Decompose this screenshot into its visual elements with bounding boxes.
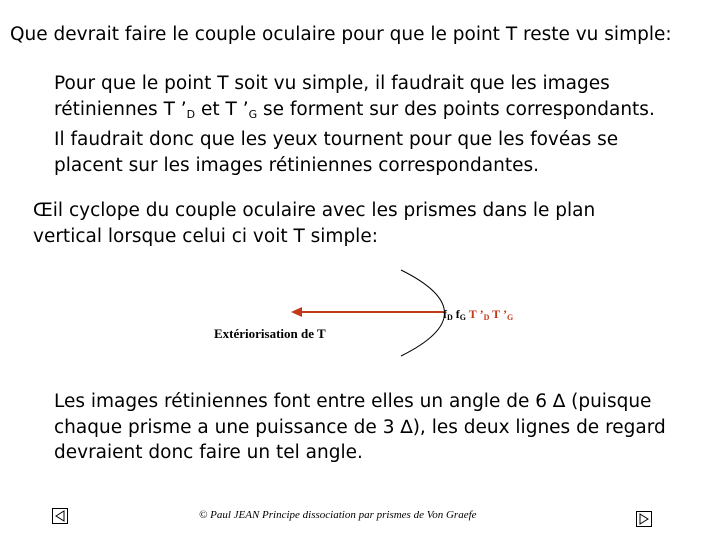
para3-line2: chaque prisme a une puissance de 3 ∆), les deux lignes de regard — [54, 416, 666, 438]
next-slide-button[interactable] — [636, 511, 652, 527]
fovea-g-sub: G — [459, 313, 467, 322]
triangle-left-icon — [53, 509, 67, 523]
image-g-sub: G — [506, 313, 514, 322]
para1-line1: Pour que le point T soit vu simple, il faudrait que les images — [54, 73, 610, 94]
paragraph-angle — [54, 389, 704, 466]
footer-credit: © Paul JEAN Principe dissociation par prismes de Von Graefe — [199, 509, 477, 521]
para3-line1: Les images rétiniennes font entre elles un angle de 6 ∆ (puisque — [54, 391, 652, 412]
para1-line3: Il faudrait donc que les yeux tournent pour que les fovéas se — [54, 129, 619, 150]
exteriorisation-arrow-head — [291, 307, 302, 317]
para2-line1: Œil cyclope du couple oculaire avec les prismes dans le plan — [33, 200, 596, 221]
previous-slide-button[interactable] — [52, 508, 68, 524]
para1-line4: placent sur les images rétiniennes correspondantes. — [54, 154, 539, 176]
para1-line2-part-a: rétiniennes T ’ — [54, 98, 187, 120]
fovea-d-label: f — [443, 307, 447, 321]
triangle-right-icon — [637, 512, 651, 526]
fovea-image-labels — [443, 307, 513, 322]
subscript-g: G — [248, 107, 258, 121]
fovea-g-label: f — [452, 307, 460, 321]
image-g-label: T ’ — [489, 307, 507, 321]
para3-line3: devraient donc faire un tel angle. — [54, 442, 363, 463]
fovea-d-sub: D — [447, 313, 453, 322]
image-d-label: T ’ — [466, 307, 484, 321]
para1-line2-part-b: et T ’ — [195, 98, 249, 120]
para2-line2: vertical lorsque celui ci voit T simple: — [33, 225, 378, 247]
slide-title: Que devrait faire le couple oculaire pour que le point T reste vu simple: — [10, 24, 672, 45]
image-d-sub: D — [483, 313, 490, 322]
subscript-d: D — [186, 107, 196, 121]
para1-line2-part-c: se forment sur des points correspondants. — [257, 98, 655, 120]
exteriorisation-label: Extériorisation de T — [214, 326, 326, 341]
